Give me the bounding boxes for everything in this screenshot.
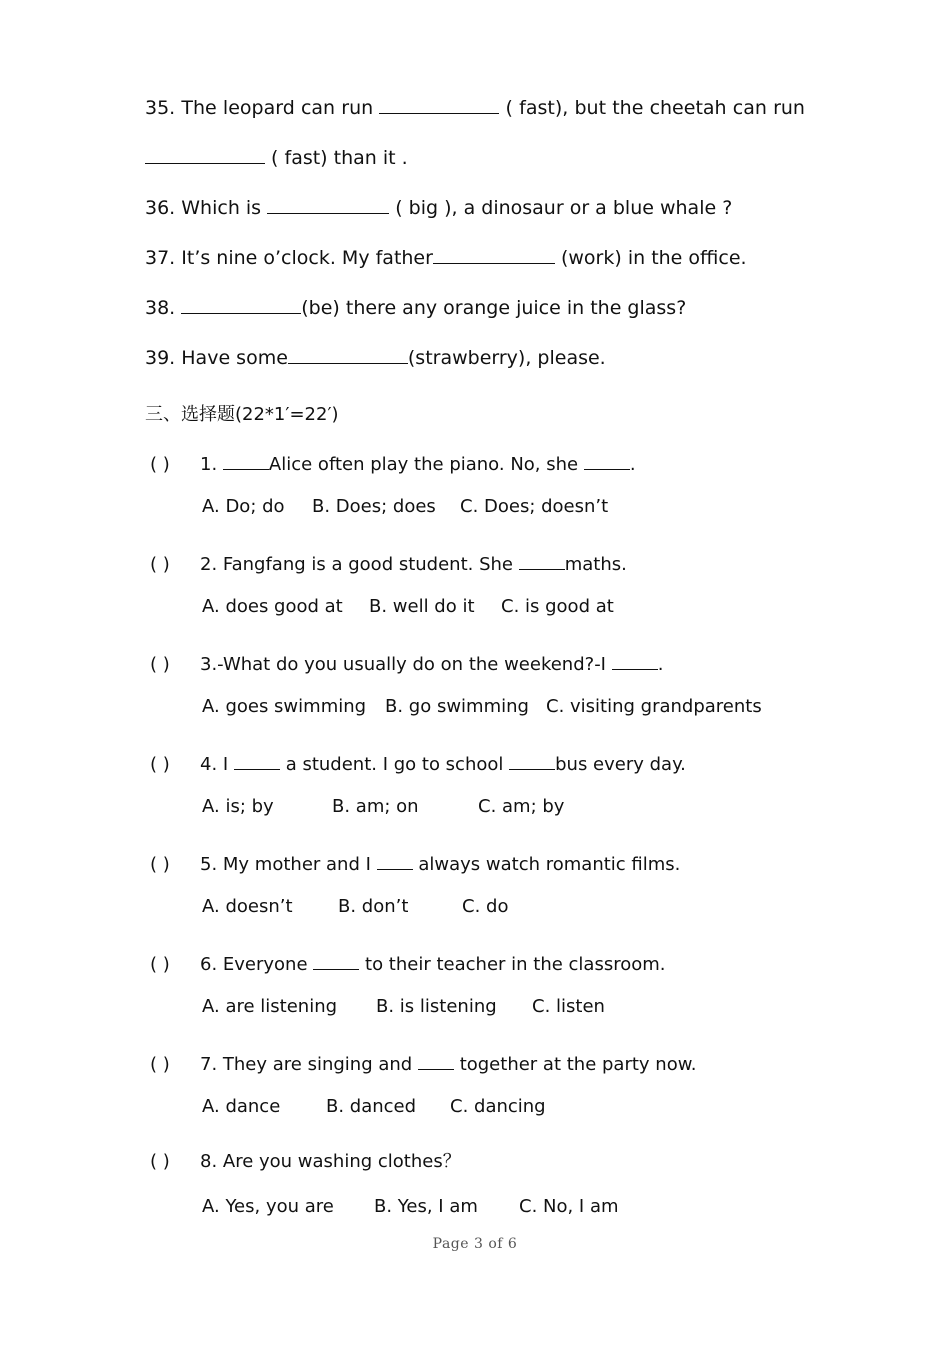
question-38: 38. (be) there any orange juice in the glass? — [145, 297, 687, 319]
option-b[interactable]: B. is listening — [376, 996, 497, 1017]
option-a[interactable]: A. goes swimming — [202, 696, 367, 717]
option-c[interactable]: C. dancing — [450, 1096, 546, 1117]
option-b[interactable]: B. go swimming — [385, 696, 529, 717]
option-a[interactable]: A. are listening — [202, 996, 338, 1017]
answer-blank — [612, 651, 658, 670]
page-footer: Page 3 of 6 — [432, 1236, 518, 1252]
answer-paren[interactable]: ( ) — [150, 1054, 170, 1075]
mcq-question-2: ( ) 2. Fangfang is a good student. She maths. — [150, 551, 627, 576]
answer-blank — [418, 1051, 454, 1070]
mcq-options-8 — [202, 1196, 619, 1218]
option-b[interactable]: B. well do it — [369, 596, 475, 617]
option-c[interactable]: C. do — [462, 896, 509, 917]
option-a[interactable]: A. Yes, you are — [202, 1196, 334, 1217]
answer-blank[interactable] — [433, 245, 555, 264]
option-c[interactable]: C. visiting grandparents — [546, 696, 762, 717]
answer-paren[interactable]: ( ) — [150, 954, 170, 975]
question-36: 36. Which is ( big ), a dinosaur or a blue whale ? — [145, 197, 733, 219]
question-39: 39. Have some (strawberry), please. — [145, 347, 606, 369]
mcq-question-5: ( ) 5. My mother and I always watch romantic films. — [150, 851, 680, 876]
answer-blank — [584, 451, 630, 470]
answer-paren[interactable]: ( ) — [150, 854, 170, 875]
section-title: 三、选择题(22*1′=22′) — [145, 404, 339, 425]
answer-paren[interactable]: ( ) — [150, 1151, 170, 1172]
option-c[interactable]: C. am; by — [478, 796, 565, 817]
mcq-question-7: ( ) 7. They are singing and together at the party now. — [150, 1051, 697, 1076]
answer-blank — [377, 851, 413, 870]
answer-blank[interactable] — [181, 295, 301, 314]
option-a[interactable]: A. dance — [202, 1096, 281, 1117]
question-37: 37. It’s nine o’clock. My father (work) in the office. — [145, 247, 747, 269]
answer-blank[interactable] — [288, 345, 408, 364]
mcq-options-5 — [202, 896, 508, 918]
option-c[interactable]: C. is good at — [501, 596, 614, 617]
option-b[interactable]: B. am; on — [332, 796, 419, 817]
answer-paren[interactable]: ( ) — [150, 754, 170, 775]
mcq-options-2 — [202, 596, 614, 618]
option-b[interactable]: B. Does; does — [312, 496, 436, 517]
answer-paren[interactable]: ( ) — [150, 654, 170, 675]
mcq-question-1: ( ) 1. Alice often play the piano. No, she . — [150, 451, 636, 476]
answer-paren[interactable]: ( ) — [150, 454, 170, 475]
answer-blank — [234, 751, 280, 770]
option-a[interactable]: A. doesn’t — [202, 896, 293, 917]
mcq-question-3: ( ) 3.-What do you usually do on the weekend?-I . — [150, 651, 663, 676]
option-b[interactable]: B. Yes, I am — [374, 1196, 478, 1217]
question-35-line1: 35. The leopard can run ( fast), but the cheetah can run — [145, 97, 805, 119]
answer-blank[interactable] — [379, 95, 499, 114]
answer-blank — [509, 751, 555, 770]
mcq-options-4 — [202, 796, 564, 818]
answer-blank — [223, 451, 269, 470]
answer-paren[interactable]: ( ) — [150, 554, 170, 575]
option-c[interactable]: C. Does; doesn’t — [460, 496, 609, 517]
answer-blank[interactable] — [267, 195, 389, 214]
mcq-question-4: ( ) 4. I a student. I go to school bus every day. — [150, 751, 686, 776]
option-a[interactable]: A. Do; do — [202, 496, 285, 517]
mcq-options-3 — [202, 696, 762, 718]
answer-blank[interactable] — [145, 145, 265, 164]
option-b[interactable]: B. don’t — [338, 896, 409, 917]
mcq-options-7 — [202, 1096, 546, 1118]
answer-blank — [313, 951, 359, 970]
question-35-line2: ( fast) than it . — [145, 145, 408, 170]
option-a[interactable]: A. does good at — [202, 596, 343, 617]
option-a[interactable]: A. is; by — [202, 796, 274, 817]
option-b[interactable]: B. danced — [326, 1096, 417, 1117]
mcq-options-6 — [202, 996, 605, 1018]
mcq-question-8: ( ) 8. Are you washing clothes？ — [150, 1151, 461, 1172]
answer-blank — [519, 551, 565, 570]
mcq-options-1 — [202, 496, 608, 518]
option-c[interactable]: C. listen — [532, 996, 605, 1017]
mcq-question-6: ( ) 6. Everyone to their teacher in the classroom. — [150, 951, 666, 976]
option-c[interactable]: C. No, I am — [519, 1196, 619, 1217]
